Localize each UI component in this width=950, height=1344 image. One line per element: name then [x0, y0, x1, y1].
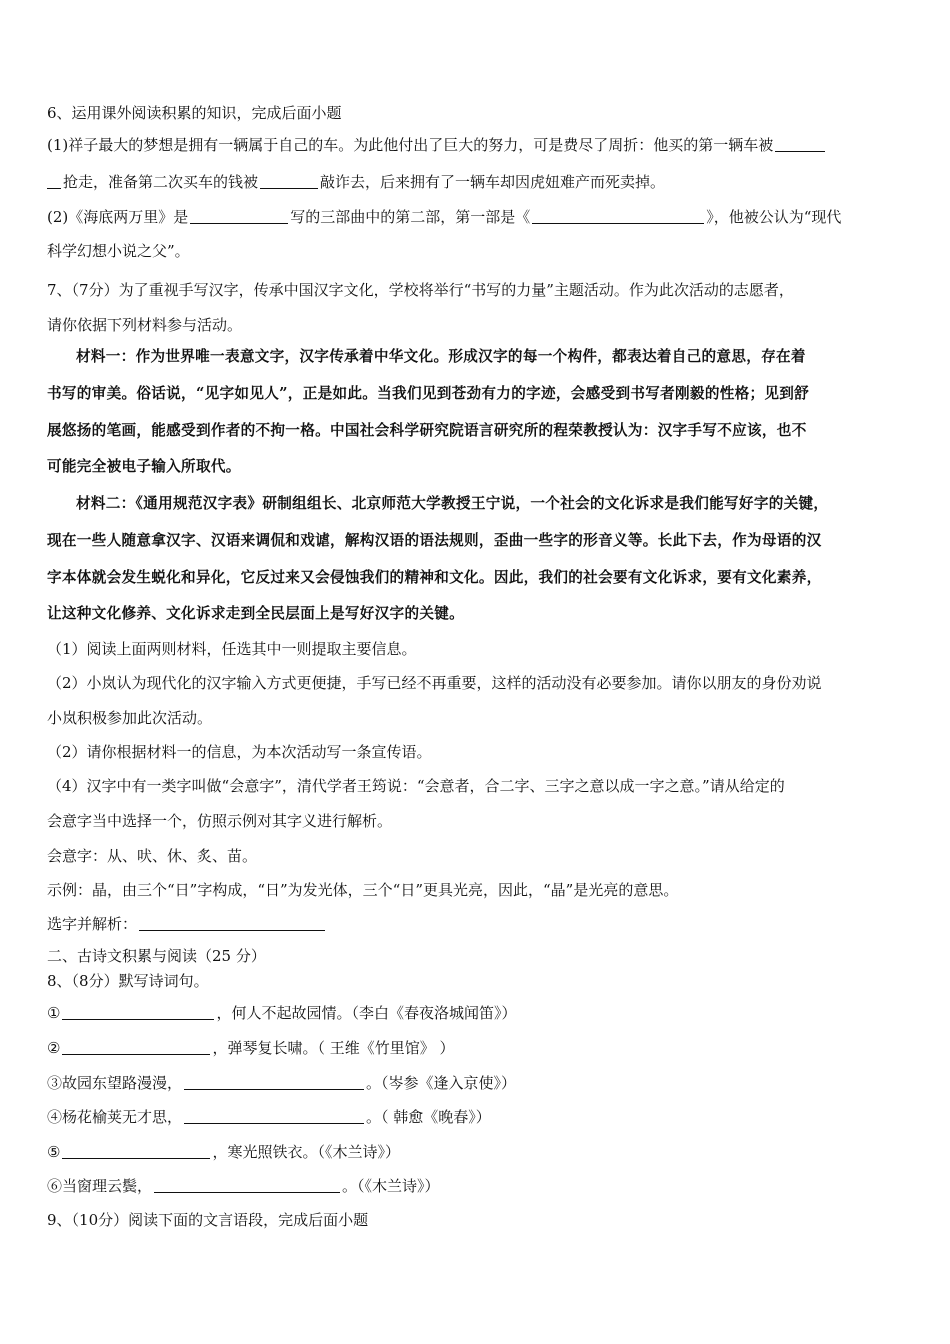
poem-line-4-text-b: 。（ 韩愈《晚春》）	[366, 1108, 491, 1126]
q7-sub4-line1: （4）汉字中有一类字叫做“会意字”，清代学者王筠说：“会意者，合二字、三字之意以成一字之意。”请从给定的	[47, 777, 785, 795]
q6-part1-text-c: 敲诈去，后来拥有了一辆车却因虎妞难产而死卖掉。	[320, 173, 666, 191]
poem-line-2-text: ，弹琴复长啸。（ 王维《竹里馆》 ）	[212, 1039, 455, 1057]
answer-blank[interactable]	[184, 1074, 364, 1090]
q6-title: 6、运用课外阅读积累的知识，完成后面小题	[47, 104, 342, 122]
answer-blank[interactable]	[47, 173, 61, 189]
material-one-line2: 书写的审美。俗话说，“见字如见人”，正是如此。当我们见到苍劲有力的字迹，会感受到书写者刚毅的性格；见到舒	[47, 385, 810, 402]
answer-blank[interactable]	[62, 1143, 210, 1159]
q6-part1-text-b: 抢走，准备第二次买车的钱被	[63, 173, 259, 191]
q7-sub3: （2）请你根据材料一的信息，为本次活动写一条宣传语。	[47, 743, 432, 761]
q7-sub4-line2: 会意字当中选择一个，仿照示例对其字义进行解析。	[47, 812, 393, 830]
q8-title: 8、（8分）默写诗词句。	[47, 972, 209, 990]
q6-part2-line1	[47, 206, 841, 228]
poem-line-4-text-a: ④杨花榆荚无才思，	[47, 1108, 183, 1126]
q6-part1-text-a: (1)祥子最大的梦想是拥有一辆属于自己的车。为此他付出了巨大的努力，可是费尽了周折：他买的第一辆车被	[47, 136, 774, 154]
answer-blank[interactable]	[532, 208, 704, 224]
material-one-line4: 可能完全被电子输入所取代。	[47, 458, 241, 475]
q9-title: 9、（10分）阅读下面的文言语段，完成后面小题	[47, 1211, 369, 1229]
poem-line-1	[47, 1002, 516, 1024]
poem-line-4	[47, 1106, 491, 1128]
q7-title-line2: 请你依据下列材料参与活动。	[47, 316, 243, 334]
material-two-line2: 现在一些人随意拿汉字、汉语来调侃和戏谑，解构汉语的语法规则，歪曲一些字的形音义等。长此下去，作为母语的汉	[47, 532, 822, 549]
poem-line-2	[47, 1037, 455, 1059]
example-text: 示例：晶，由三个“日”字构成，“日”为发光体，三个“日”更具光亮，因此，“晶”是光亮的意思。	[47, 881, 679, 899]
q6-part2-text-a: (2)《海底两万里》是	[47, 208, 189, 226]
q7-sub2-line2: 小岚积极参加此次活动。	[47, 709, 213, 727]
answer-line	[47, 913, 327, 935]
poem-line-1-label: ①	[47, 1004, 61, 1022]
poem-line-3-text-b: 。（岑参《逢入京使》）	[366, 1074, 517, 1092]
answer-label: 选字并解析：	[47, 915, 138, 933]
poem-line-6-text-b: 。（《木兰诗》）	[342, 1177, 440, 1195]
poem-line-6	[47, 1175, 440, 1197]
q7-title-line1: 7、（7分）为了重视手写汉字，传承中国汉字文化，学校将举行“书写的力量”主题活动。作为此次活动的志愿者，	[47, 281, 794, 299]
q6-part1-line1	[47, 134, 827, 156]
answer-blank[interactable]	[62, 1004, 214, 1020]
answer-blank[interactable]	[775, 136, 825, 152]
q6-part2-text-c: 》，他被公认为“现代	[706, 208, 842, 226]
poem-line-5	[47, 1141, 400, 1163]
section-two-heading: 二、古诗文积累与阅读（25 分）	[47, 947, 266, 965]
answer-blank[interactable]	[154, 1177, 340, 1193]
answer-blank[interactable]	[62, 1039, 210, 1055]
poem-line-3	[47, 1072, 516, 1094]
material-one-line1: 材料一：作为世界唯一表意文字，汉字传承着中华文化。形成汉字的每一个构件，都表达着自己的意思，存在着	[76, 348, 806, 365]
material-two-line4: 让这种文化修养、文化诉求走到全民层面上是写好汉字的关键。	[47, 605, 465, 622]
material-two-line3: 字本体就会发生蜕化和异化，它反过来又会侵蚀我们的精神和文化。因此，我们的社会要有文化诉求，要有文化素养，	[47, 569, 822, 586]
q6-part1-line2	[47, 171, 665, 193]
poem-line-6-text-a: ⑥当窗理云鬓，	[47, 1177, 153, 1195]
material-two-line1: 材料二：《通用规范汉字表》研制组组长、北京师范大学教授王宁说，一个社会的文化诉求是我们能写好字的关键，	[76, 495, 829, 512]
poem-line-5-label: ⑤	[47, 1143, 61, 1161]
q6-part2-text-b: 写的三部曲中的第二部，第一部是《	[290, 208, 531, 226]
poem-line-3-text-a: ③故园东望路漫漫，	[47, 1074, 183, 1092]
poem-line-1-text: ，何人不起故园情。（李白《春夜洛城闻笛》）	[216, 1004, 517, 1022]
answer-blank[interactable]	[139, 915, 325, 931]
answer-blank[interactable]	[260, 173, 318, 189]
material-one-line3: 展悠扬的笔画，能感受到作者的不拘一格。中国社会科学研究院语言研究所的程荣教授认为：汉字手写不应该，也不	[47, 422, 807, 439]
q7-sub2-line1: （2）小岚认为现代化的汉字输入方式更便捷，手写已经不再重要，这样的活动没有必要参加。请你以朋友的身份劝说	[47, 674, 822, 692]
huiyi-characters: 会意字：从、吠、休、炙、苗。	[47, 847, 258, 865]
answer-blank[interactable]	[190, 208, 288, 224]
poem-line-5-text: ，寒光照铁衣。（《木兰诗》）	[212, 1143, 400, 1161]
q7-sub1: （1）阅读上面两则材料，任选其中一则提取主要信息。	[47, 640, 417, 658]
q6-part2-line2: 科学幻想小说之父”。	[47, 242, 190, 260]
poem-line-2-label: ②	[47, 1039, 61, 1057]
answer-blank[interactable]	[184, 1108, 364, 1124]
